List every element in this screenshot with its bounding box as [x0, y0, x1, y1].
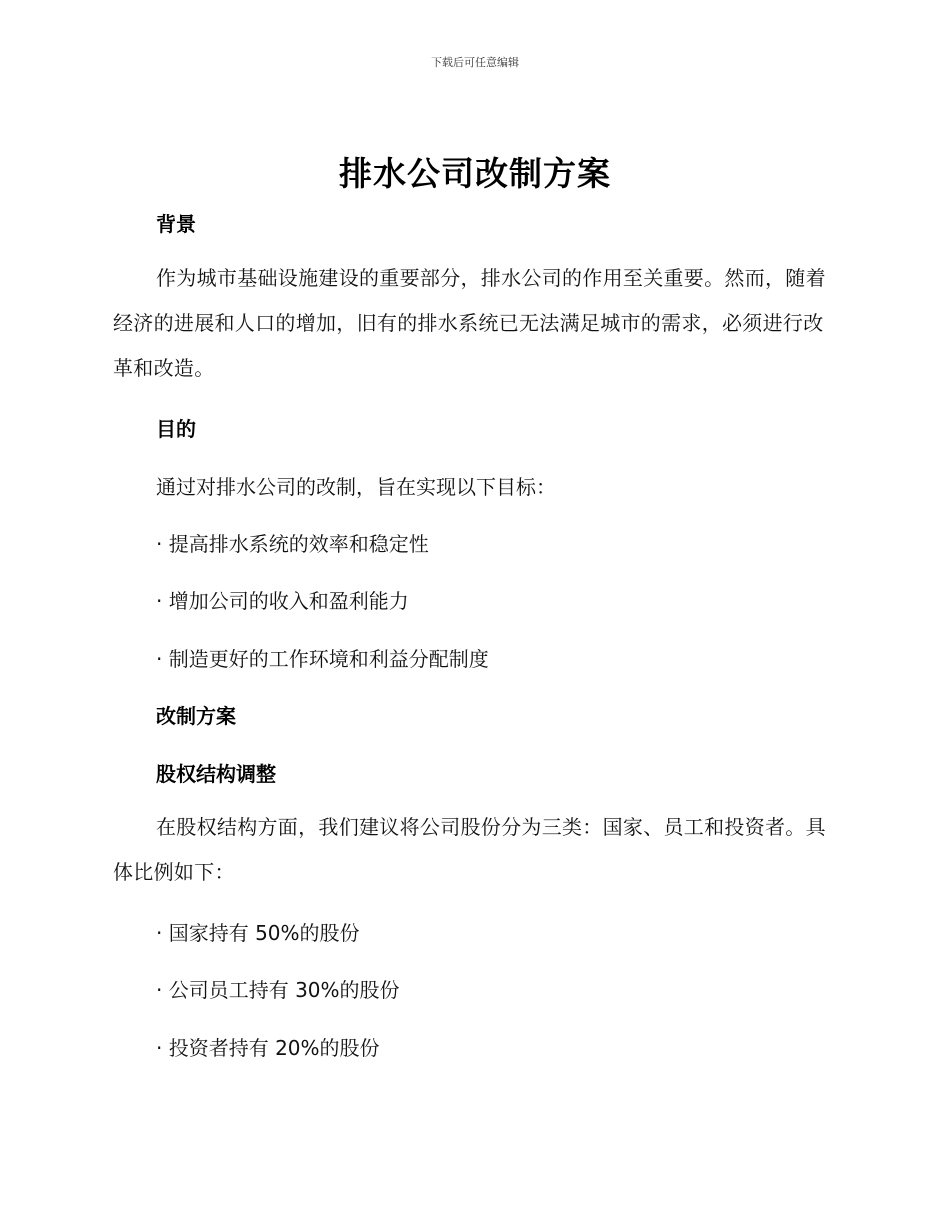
purpose-bullet-2: · 增加公司的收入和盈利能力	[156, 589, 409, 613]
subsection-heading-equity: 股权结构调整	[156, 762, 276, 786]
document-title: 排水公司改制方案	[339, 154, 611, 193]
section-heading-plan: 改制方案	[156, 704, 236, 728]
purpose-bullet-3: · 制造更好的工作环境和利益分配制度	[156, 647, 489, 671]
purpose-intro: 通过对排水公司的改制，旨在实现以下目标：	[156, 475, 556, 499]
equity-paragraph: 在股权结构方面，我们建议将公司股份分为三类：国家、员工和投资者。具体比例如下：	[113, 815, 826, 884]
equity-bullet-investors: · 投资者持有 20%的股份	[156, 1036, 380, 1060]
equity-bullet-employees: · 公司员工持有 30%的股份	[156, 978, 400, 1002]
section-heading-background: 背景	[156, 212, 196, 236]
section-heading-purpose: 目的	[156, 417, 196, 441]
header-note: 下载后可任意编辑	[431, 56, 519, 69]
background-paragraph: 作为城市基础设施建设的重要部分，排水公司的作用至关重要。然而，随着经济的进展和人口的增加，旧有的排水系统已无法满足城市的需求，必须进行改革和改造。	[113, 266, 826, 380]
purpose-bullet-1: · 提高排水系统的效率和稳定性	[156, 532, 429, 556]
equity-bullet-state: · 国家持有 50%的股份	[156, 921, 360, 945]
